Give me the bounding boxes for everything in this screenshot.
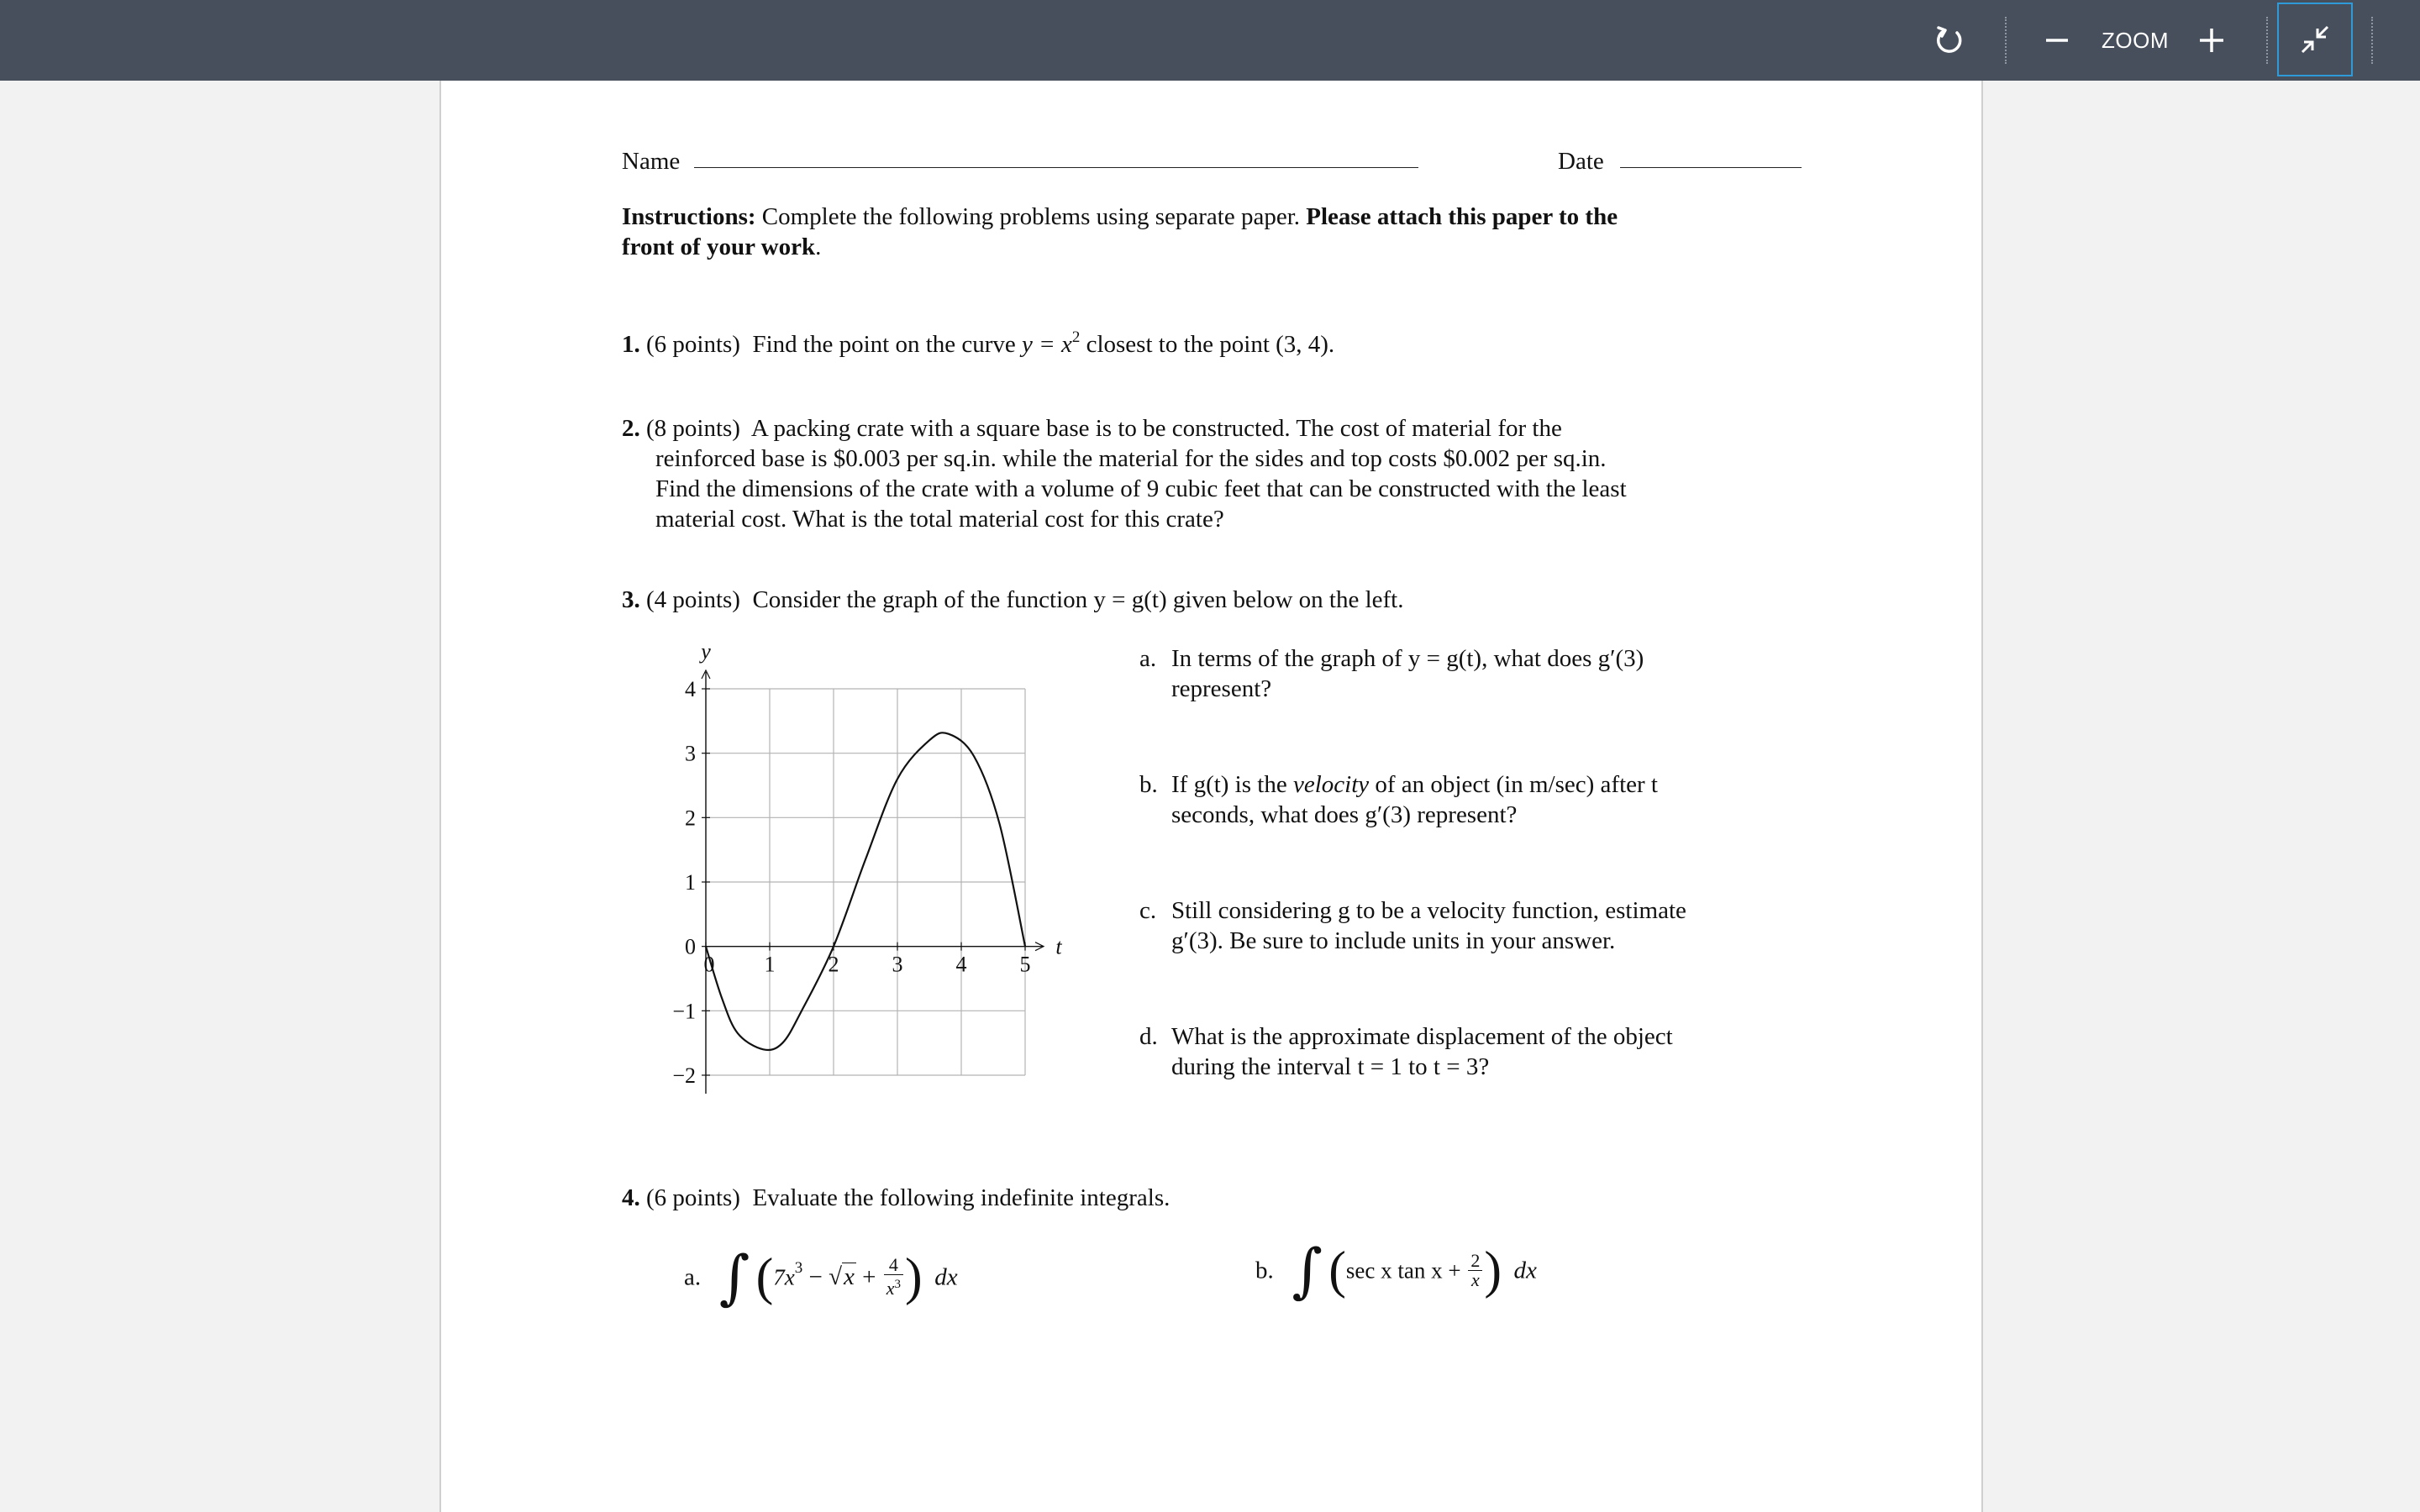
problem-4-points: (6 points) xyxy=(646,1184,740,1211)
integral-a-denominator xyxy=(884,1274,903,1298)
refresh-icon xyxy=(1933,24,1966,57)
integral-a-label: a. xyxy=(684,1263,702,1291)
y-axis-label: y xyxy=(701,639,711,664)
x-axis-label: t xyxy=(1055,934,1062,959)
problem-3-text: Consider the graph of the function y = g(t) given below on the left. xyxy=(752,586,1404,613)
problem-2-line-3: Find the dimensions of the crate with a volume of 9 cubic feet that can be constructed with the least xyxy=(655,475,1627,502)
problem-4-number: 4. xyxy=(622,1184,640,1211)
square-root: √x xyxy=(829,1263,855,1291)
part-b-emphasis: velocity xyxy=(1292,771,1370,798)
exit-fullscreen-button[interactable] xyxy=(2277,3,2353,76)
y-tick-label: 0 xyxy=(685,934,696,959)
zoom-out-button[interactable] xyxy=(2038,0,2076,81)
x-tick-label: 1 xyxy=(764,952,776,977)
date-underline xyxy=(1620,167,1802,168)
y-tick-label: 1 xyxy=(685,870,696,895)
x-tick-label: 3 xyxy=(892,952,903,977)
integral-b-denominator: x xyxy=(1468,1270,1482,1289)
problem-4-header xyxy=(622,1183,1170,1213)
problem-1-text-after: closest to the point (3, 4). xyxy=(1080,331,1335,358)
date-label: Date xyxy=(1558,148,1604,175)
problem-2-number: 2. xyxy=(622,415,640,442)
problem-2-points: (8 points) xyxy=(646,415,740,442)
instructions-end: . xyxy=(815,234,822,260)
problem-4-text: Evaluate the following indefinite integrals. xyxy=(752,1184,1171,1211)
integral-b-numerator: 2 xyxy=(1470,1249,1481,1271)
problem-3-number: 3. xyxy=(622,586,640,613)
integral-a-radicand: x xyxy=(844,1263,855,1291)
y-tick-label: 3 xyxy=(685,741,696,766)
part-b-line-1-post: of an object (in m/sec) after t xyxy=(1369,771,1658,798)
integral-sign: ∫ xyxy=(1292,1236,1323,1305)
plus-icon xyxy=(2198,27,2225,54)
integral-a-dx: dx xyxy=(934,1263,958,1291)
right-paren: ) xyxy=(905,1248,923,1306)
part-d-line-1: What is the approximate displacement of the object xyxy=(1171,1023,1673,1050)
integral-a-den-var: x xyxy=(886,1278,895,1299)
problem-2-line-1: A packing crate with a square base is to be constructed. The cost of material for the xyxy=(750,415,1562,442)
instructions xyxy=(622,202,1618,232)
integral-b-fraction xyxy=(1468,1249,1482,1290)
integral-a-exp-1: 3 xyxy=(794,1259,803,1277)
x-tick-label: 4 xyxy=(955,952,967,977)
function-graph xyxy=(639,630,1092,1109)
integral-b-term: sec x tan x + xyxy=(1345,1257,1467,1284)
x-tick-label: 0 xyxy=(703,952,715,977)
integral-a-den-exp: 3 xyxy=(894,1278,902,1292)
problem-1-exponent: 2 xyxy=(1071,328,1081,346)
integral-b xyxy=(1255,1235,1537,1305)
y-tick-label: −1 xyxy=(672,999,696,1024)
integral-a-minus: − xyxy=(802,1263,829,1291)
zoom-in-button[interactable] xyxy=(2192,0,2231,81)
problem-3-points: (4 points) xyxy=(646,586,740,613)
right-paren: ) xyxy=(1484,1242,1502,1299)
zoom-label: ZOOM xyxy=(2102,27,2169,53)
part-b-line-2: seconds, what does g′(3) represent? xyxy=(1171,801,1518,828)
part-c-label: c. xyxy=(1139,897,1157,924)
part-b-line-1 xyxy=(1171,769,1658,800)
instructions-line-2 xyxy=(622,232,821,262)
y-tick-label: 4 xyxy=(685,677,696,701)
left-paren: ( xyxy=(1328,1242,1346,1299)
integral-sign: ∫ xyxy=(718,1242,750,1312)
integral-a xyxy=(684,1235,958,1312)
integral-a-term-1: 7x xyxy=(773,1264,795,1290)
x-tick-label: 2 xyxy=(828,952,839,977)
integral-a-fraction xyxy=(884,1256,903,1298)
y-tick-label: 2 xyxy=(685,806,696,831)
part-a-line-1: In terms of the graph of y = g(t), what does g′(3) xyxy=(1171,645,1644,672)
integral-b-label: b. xyxy=(1255,1257,1274,1284)
integral-b-dx: dx xyxy=(1513,1257,1537,1284)
series-line-g xyxy=(703,732,1025,1050)
left-paren: ( xyxy=(755,1248,774,1306)
integral-a-plus: + xyxy=(855,1263,882,1291)
part-c-line-2: g′(3). Be sure to include units in your answer. xyxy=(1171,927,1616,954)
part-d-label: d. xyxy=(1139,1023,1158,1050)
instructions-emphasis-2: front of your work xyxy=(622,234,816,260)
problem-3-header xyxy=(622,585,1403,615)
instructions-label: Instructions: xyxy=(622,203,756,230)
problem-2-header xyxy=(622,413,1562,444)
name-underline xyxy=(694,167,1418,168)
toolbar-separator xyxy=(2371,17,2373,64)
integral-a-numerator: 4 xyxy=(888,1254,898,1276)
y-tick-label: −2 xyxy=(672,1063,696,1088)
x-tick-label: 5 xyxy=(1019,952,1031,977)
part-a-line-2: represent? xyxy=(1171,675,1272,702)
problem-2-line-4: material cost. What is the total material cost for this crate? xyxy=(655,506,1224,533)
problem-1-number: 1. xyxy=(622,331,640,358)
minus-icon xyxy=(2044,28,2070,53)
problem-1-equation: y = x xyxy=(1022,331,1072,358)
problem-1 xyxy=(622,323,1334,360)
part-b-label: b. xyxy=(1139,771,1158,798)
part-a-label: a. xyxy=(1139,645,1157,672)
toolbar-separator xyxy=(2005,17,2007,64)
name-label: Name xyxy=(622,148,681,175)
problem-2-line-2: reinforced base is $0.003 per sq.in. while the material for the sides and top costs $0.002 per sq.in. xyxy=(655,445,1607,472)
part-d-line-2: during the interval t = 1 to t = 3? xyxy=(1171,1053,1490,1080)
part-c-line-1: Still considering g to be a velocity function, estimate xyxy=(1171,897,1686,924)
instructions-text: Complete the following problems using separate paper. xyxy=(755,203,1307,230)
part-b-line-1-pre: If g(t) is the xyxy=(1171,771,1293,798)
instructions-emphasis-1: Please attach this paper to the xyxy=(1306,203,1618,230)
refresh-button[interactable] xyxy=(1926,0,1973,81)
problem-1-points: (6 points) xyxy=(646,331,740,358)
exit-fullscreen-icon xyxy=(2300,24,2330,55)
toolbar-separator xyxy=(2266,17,2268,64)
viewer-toolbar xyxy=(0,0,2420,81)
problem-1-text: Find the point on the curve xyxy=(752,331,1023,358)
